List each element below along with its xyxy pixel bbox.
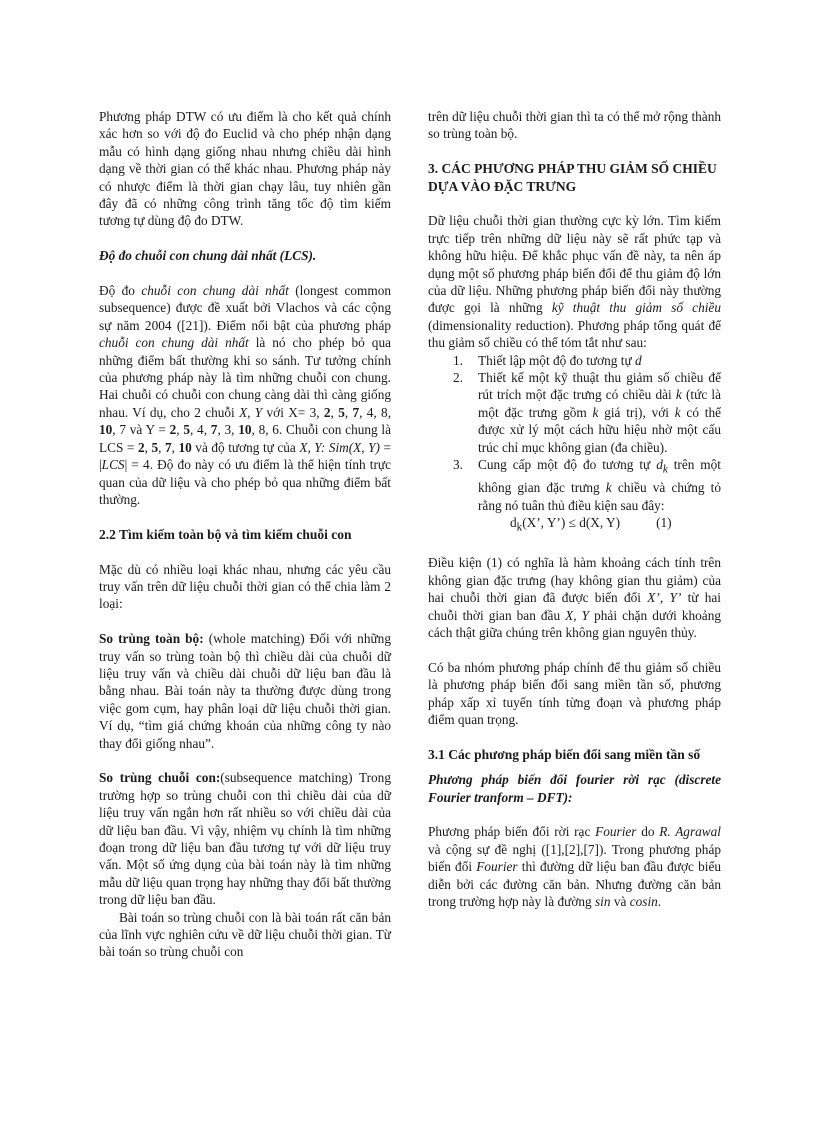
formula-1: $d_k(X$’, Y’) ≤ d(X, Y) (1) [510, 514, 672, 534]
formula-number: (1) [656, 514, 672, 530]
right-column [428, 108, 721, 911]
continuation-paragraph: trên dữ liệu chuỗi thời gian thì ta có thể mở rộng thành so trùng toàn bộ. [428, 109, 721, 142]
section-3-heading: 3. CÁC PHƯƠNG PHÁP THU GIẢM SỐ CHIỀU DỰA VÀO ĐẶC TRƯNG [428, 161, 717, 194]
dtw-paragraph: Phương pháp DTW có ưu điểm là cho kết quả chính xác hơn so với độ đo Euclid và cho phép nhận dạng mẫu có hình dạng giống nhau nhưng chiều dài hình dạng về thời gian có thể khác nhau. Phương pháp này có nhược điểm là thời gian chạy lâu, tuy nhiên gần đây đã có những công trình tăng tốc độ tìm kiếm tương tự dùng độ đo DTW. [99, 109, 391, 229]
left-column [99, 108, 391, 961]
list-item: 2. Thiết kế một kỹ thuật thu giảm số chiều để rút trích một đặc trưng có chiều dài k (tức là một đặc trưng gồm k giá trị), với k có thể được xử lý một cách hữu hiệu nhờ một cấu trúc chỉ mục không gian (đa chiều). [453, 370, 721, 455]
whole-matching-paragraph: So trùng toàn bộ: (whole matching) Đối với những truy vấn so trùng toàn bộ thì chiều dài của chuỗi dữ liệu truy vấn và chiều dài chuỗi dữ liệu ban đầu là bằng nhau. Bài toán này ta thường được dùng trong việc gom cụm, hay phân loại dữ liệu chuỗi thời gian. Ví dụ, “tìm giá chứng khoán của những công ty nào thay đổi giống nhau”. [99, 631, 391, 751]
list-item: 1. Thiết lập một độ đo tương tự d [453, 352, 642, 368]
dft-paragraph: Phương pháp biến đổi rời rạc Fourier do R. Agrawal và cộng sự đề nghị ([1],[2],[7]). Trong phương pháp biến đổi Fourier thì đường dữ liệu ban đầu được biểu diễn bởi các đường căn bản. Nhưng đường căn bản trong trường hợp này là đường sin và cosin. [428, 824, 721, 910]
subsequence-base-paragraph: Bài toán so trùng chuỗi con là bài toán rất căn bản của lĩnh vực nghiên cứu về dữ liệu chuỗi thời gian. Từ bài toán so trùng chuỗi con [99, 909, 391, 960]
lcs-heading: Độ đo chuỗi con chung dài nhất (LCS). [99, 248, 317, 264]
query-types-paragraph: Mặc dù có nhiều loại khác nhau, nhưng các yêu cầu truy vấn trên dữ liệu chuỗi thời gian có thể chia làm 2 loại: [99, 561, 391, 612]
list-item: 3. Cung cấp một độ đo tương tự $d_k$ trên một không gian đặc trưng k chiều và chứng tỏ rằng nó tuân thủ điều kiện sau đây: [453, 457, 721, 513]
condition-paragraph: Điều kiện (1) có nghĩa là hàm khoảng cách tính trên không gian đặc trưng (hay không gian thu giảm) của hai chuỗi thời gian đã được biến đổi X’, Y’ từ hai chuỗi thời gian ban đầu X, Y phải chặn dưới khoảng cách thật giữa chúng trên không gian nguyên thủy. [428, 555, 722, 641]
method-groups-paragraph: Có ba nhóm phương pháp chính để thu giảm số chiều là phương pháp biến đổi sang miền tần số, phương pháp xấp xỉ tuyến tính từng đoạn và phương pháp điểm quan trọng. [428, 659, 721, 728]
section-3-1-heading: 3.1 Các phương pháp biến đổi sang miền tần số [428, 746, 701, 762]
section-2-2-heading: 2.2 Tìm kiếm toàn bộ và tìm kiếm chuỗi con [99, 526, 352, 542]
dimensionality-paragraph: Dữ liệu chuỗi thời gian thường cực kỳ lớn. Tìm kiếm trực tiếp trên những dữ liệu này sẽ rất phức tạp và không hữu hiệu. Để khắc phục vấn đề này, ta nên áp dụng một số phương pháp biến đổi để thu giảm độ lớn của dữ liệu. Những phương pháp biến đổi này thường được gọi là những kỹ thuật thu giảm số chiều (dimensionality reduction). Phương pháp tổng quát để thu giảm số chiều có thể tóm tắt như sau: [428, 213, 721, 351]
subsequence-matching-paragraph: So trùng chuỗi con:(subsequence matching) Trong trường hợp so trùng chuỗi con thì chiều dài của dữ liệu truy vấn ngắn hơn rất nhiều so với chiều dài của dữ liệu ban đầu. Vì vậy, nhiệm vụ chính là tìm những đoạn trong dữ liệu ban đầu tương tự với dữ liệu truy vấn. Một số ứng dụng của bài toán này là tìm những mẫu dữ liệu quan trọng hay những thay đổi bất thường trong dữ liệu ban đầu. [99, 770, 391, 908]
lcs-paragraph: Độ đo chuỗi con chung dài nhất (longest common subsequence) được đề xuất bởi Vlachos và các cộng sự năm 2004 ([21]). Điểm nổi bật của phương pháp chuỗi con chung dài nhất là nó cho phép bỏ qua những điểm bất thường khi so sánh. Tư tưởng chính của phương pháp này là tìm những chuỗi con chung. Hai chuỗi có chuỗi con chung càng dài thì càng giống nhau. Ví dụ, cho 2 chuỗi X, Y với X= 3, 2, 5, 7, 4, 8, 10, 7 và Y = 2, 5, 4, 7, 3, 10, 8, 6. Chuỗi con chung là LCS = 2, 5, 7, 10 và độ tương tự của X, Y: Sim(X, Y) = |LCS| = 4. Độ đo này có ưu điểm là thể hiện tính trực quan của dữ liệu và cho phép bỏ qua những điểm bất thường. [99, 283, 392, 507]
steps-list [428, 352, 721, 514]
dft-heading: Phương pháp biến đổi fourier rời rạc (discrete Fourier tranform – DFT): [428, 772, 721, 805]
